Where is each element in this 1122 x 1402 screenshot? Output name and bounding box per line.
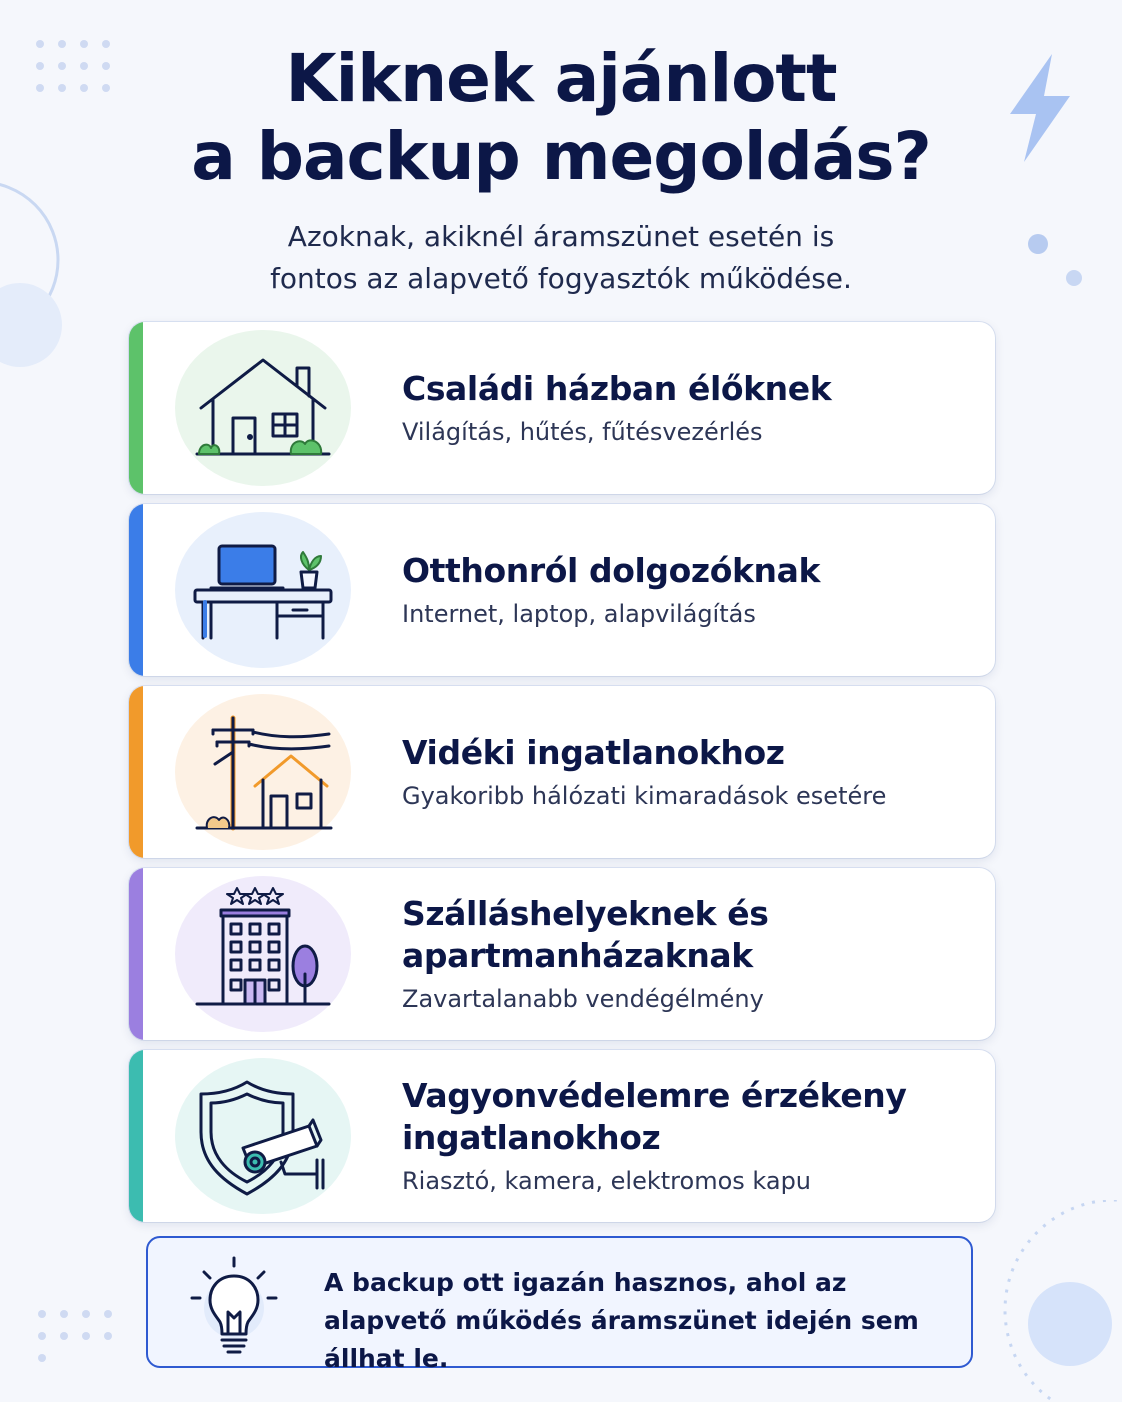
laptop-desk-icon	[193, 530, 333, 650]
icon-circle	[175, 876, 351, 1032]
card-title	[402, 893, 975, 977]
tip-text	[324, 1264, 951, 1378]
card-text	[402, 322, 975, 494]
card-security-property	[129, 1050, 995, 1222]
shield-camera-icon	[193, 1076, 333, 1200]
tip-box	[146, 1236, 973, 1373]
card-text	[402, 1050, 975, 1222]
icon-circle	[175, 694, 351, 850]
page-subtitle-line2: fontos az alapvető fogyasztók működése.	[270, 262, 852, 295]
card-subtitle: Internet, laptop, alapvilágítás	[402, 600, 756, 628]
card-accent-bar	[129, 1050, 143, 1222]
page-title-line1: Kiknek ajánlott	[285, 40, 837, 117]
card-title: Vidéki ingatlanokhoz	[402, 733, 785, 772]
card-title-line1: Vagyonvédelemre érzékeny	[402, 1076, 907, 1115]
icon-circle	[175, 1058, 351, 1214]
rural-house-power-pole-icon	[193, 712, 333, 836]
card-home-office	[129, 504, 995, 676]
card-text	[402, 868, 975, 1040]
card-title-line1: Szálláshelyeknek és	[402, 894, 769, 933]
card-subtitle: Világítás, hűtés, fűtésvezérlés	[402, 418, 763, 446]
decorative-circle-bottom-right	[985, 1200, 1122, 1402]
card-subtitle: Zavartalanabb vendégélmény	[402, 985, 764, 1013]
page-subtitle-line1: Azoknak, akiknél áramszünet esetén is	[287, 220, 835, 253]
card-title-line2: apartmanházaknak	[402, 936, 753, 975]
card-subtitle: Riasztó, kamera, elektromos kapu	[402, 1167, 812, 1195]
icon-circle	[175, 330, 351, 486]
page-subtitle	[0, 216, 1122, 300]
page-title-line2: a backup megoldás?	[191, 118, 931, 195]
card-accent-bar	[129, 868, 143, 1040]
tip-text-line2: alapvető működés áramszünet idején sem állhat le.	[324, 1306, 919, 1373]
house-icon	[193, 348, 333, 468]
card-title: Otthonról dolgozóknak	[402, 551, 821, 590]
card-family-house	[129, 322, 995, 494]
tip-text-line1: A backup ott igazán hasznos, ahol az	[324, 1268, 847, 1297]
audience-card-list	[129, 322, 995, 1232]
card-text	[402, 686, 975, 858]
card-accent-bar	[129, 686, 143, 858]
card-rural-property	[129, 686, 995, 858]
page-title	[0, 40, 1122, 196]
icon-circle	[175, 512, 351, 668]
decorative-dot-grid-bottom-left	[38, 1310, 112, 1362]
card-subtitle: Gyakoribb hálózati kimaradások esetére	[402, 782, 887, 810]
card-accommodation	[129, 868, 995, 1040]
card-title-line2: ingatlanokhoz	[402, 1118, 661, 1157]
card-title	[402, 1075, 975, 1159]
lightbulb-icon	[188, 1252, 288, 1356]
hotel-building-icon	[193, 884, 333, 1014]
card-accent-bar	[129, 504, 143, 676]
card-title: Családi házban élőknek	[402, 369, 832, 408]
card-text	[402, 504, 975, 676]
card-accent-bar	[129, 322, 143, 494]
